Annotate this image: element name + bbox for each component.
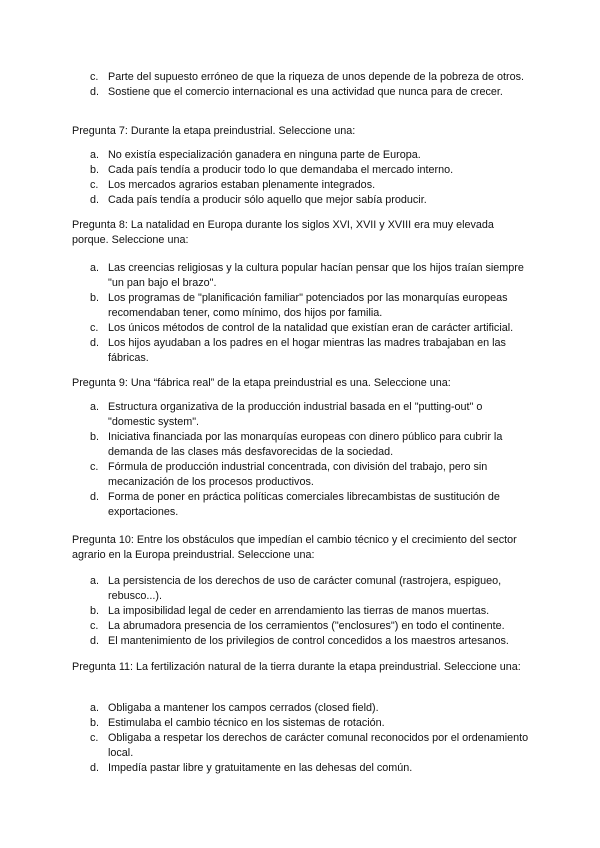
question-9-options <box>72 400 532 520</box>
option-text: Los únicos métodos de control de la natalidad que existían eran de carácter artificial. <box>108 322 514 334</box>
option-c <box>72 321 532 336</box>
option-c <box>72 70 532 85</box>
option-letter: a. <box>90 262 100 274</box>
option-a <box>72 261 532 291</box>
option-text: La imposibilidad legal de ceder en arrendamiento las tierras de manos muertas. <box>108 605 490 617</box>
question-7 <box>72 124 532 139</box>
option-c <box>72 460 532 490</box>
question-7-options <box>72 148 532 208</box>
question-10-options <box>72 574 532 649</box>
option-text: Estimulaba el cambio técnico en los sistemas de rotación. <box>108 717 385 729</box>
option-d <box>72 193 532 208</box>
option-text: No existía especialización ganadera en ninguna parte de Europa. <box>108 149 421 161</box>
option-d <box>72 336 532 366</box>
option-letter: c. <box>90 179 99 191</box>
option-text: Los hijos ayudaban a los padres en el hogar mientras las madres trabajaban en las fábricas. <box>108 337 506 364</box>
options-list <box>72 400 532 520</box>
question-prompt: Pregunta 9: Una “fábrica real” de la etapa preindustrial es una. Seleccione una: <box>72 377 451 389</box>
option-letter: b. <box>90 164 100 176</box>
option-text: Las creencias religiosas y la cultura popular hacían pensar que los hijos traían siempre "un pan bajo el brazo". <box>108 262 524 289</box>
question-6-tail <box>72 70 532 100</box>
option-text: Sostiene que el comercio internacional es una actividad que nunca para de crecer. <box>108 86 503 98</box>
option-d <box>72 85 532 100</box>
option-letter: a. <box>90 702 100 714</box>
option-a <box>72 400 532 430</box>
option-text: Parte del supuesto erróneo de que la riqueza de unos depende de la pobreza de otros. <box>108 71 524 83</box>
option-letter: c. <box>90 732 99 744</box>
option-letter: b. <box>90 431 100 443</box>
option-letter: a. <box>90 149 100 161</box>
option-d <box>72 634 532 649</box>
option-c <box>72 731 532 761</box>
question-9 <box>72 376 532 391</box>
option-text: Iniciativa financiada por las monarquías europeas con dinero público para cubrir la demanda de las clases más desfavorecidas de la sociedad. <box>108 431 503 458</box>
option-letter: a. <box>90 575 100 587</box>
option-b <box>72 430 532 460</box>
options-list <box>72 148 532 208</box>
option-c <box>72 619 532 634</box>
option-text: La persistencia de los derechos de uso de carácter comunal (rastrojera, espigueo, rebusco...). <box>108 575 502 602</box>
options-list <box>72 574 532 649</box>
question-prompt: Pregunta 8: La natalidad en Europa durante los siglos XVI, XVII y XVIII era muy elevada porque. Seleccione una: <box>72 219 494 246</box>
options-list <box>72 701 532 776</box>
option-a <box>72 701 532 716</box>
option-letter: a. <box>90 401 100 413</box>
option-letter: d. <box>90 635 100 647</box>
question-prompt: Pregunta 10: Entre los obstáculos que impedían el cambio técnico y el crecimiento del sector agrario en la Europa preindustrial. Seleccione una: <box>72 534 517 561</box>
question-8 <box>72 218 532 248</box>
option-a <box>72 574 532 604</box>
option-text: El mantenimiento de los privilegios de control concedidos a los maestros artesanos. <box>108 635 509 647</box>
option-letter: b. <box>90 605 100 617</box>
option-letter: b. <box>90 292 100 304</box>
option-b <box>72 291 532 321</box>
option-letter: c. <box>90 620 99 632</box>
option-letter: d. <box>90 491 100 503</box>
option-letter: d. <box>90 86 100 98</box>
option-d <box>72 490 532 520</box>
question-10 <box>72 533 532 563</box>
option-text: Forma de poner en práctica políticas comerciales librecambistas de sustitución de exportaciones. <box>108 491 500 518</box>
option-text: La abrumadora presencia de los cerramientos ("enclosures") en todo el continente. <box>108 620 505 632</box>
option-text: Cada país tendía a producir sólo aquello que mejor sabía producir. <box>108 194 427 206</box>
options-list <box>72 70 532 100</box>
option-text: Los mercados agrarios estaban plenamente integrados. <box>108 179 376 191</box>
option-text: Obligaba a mantener los campos cerrados (closed field). <box>108 702 379 714</box>
option-letter: c. <box>90 322 99 334</box>
question-11-options <box>72 701 532 776</box>
option-a <box>72 148 532 163</box>
option-text: Fórmula de producción industrial concentrada, con división del trabajo, pero sin mecanización de los procesos productivos. <box>108 461 488 488</box>
option-letter: d. <box>90 194 100 206</box>
option-letter: d. <box>90 337 100 349</box>
option-c <box>72 178 532 193</box>
question-11 <box>72 660 532 675</box>
option-text: Estructura organizativa de la producción industrial basada en el "putting-out" o "domestic system". <box>108 401 483 428</box>
options-list <box>72 261 532 366</box>
option-b <box>72 163 532 178</box>
question-prompt: Pregunta 7: Durante la etapa preindustrial. Seleccione una: <box>72 125 356 137</box>
option-text: Obligaba a respetar los derechos de carácter comunal reconocidos por el ordenamiento local. <box>108 732 529 759</box>
question-8-options <box>72 261 532 366</box>
option-b <box>72 716 532 731</box>
option-b <box>72 604 532 619</box>
option-letter: c. <box>90 461 99 473</box>
option-text: Los programas de "planificación familiar" potenciados por las monarquías europeas recomendaban tener, como mínimo, dos hijos por familia. <box>108 292 508 319</box>
option-letter: d. <box>90 762 100 774</box>
option-text: Impedía pastar libre y gratuitamente en las dehesas del común. <box>108 762 413 774</box>
option-text: Cada país tendía a producir todo lo que demandaba el mercado interno. <box>108 164 454 176</box>
option-letter: b. <box>90 717 100 729</box>
option-letter: c. <box>90 71 99 83</box>
option-d <box>72 761 532 776</box>
question-prompt: Pregunta 11: La fertilización natural de la tierra durante la etapa preindustrial. Seleccione una: <box>72 661 521 673</box>
